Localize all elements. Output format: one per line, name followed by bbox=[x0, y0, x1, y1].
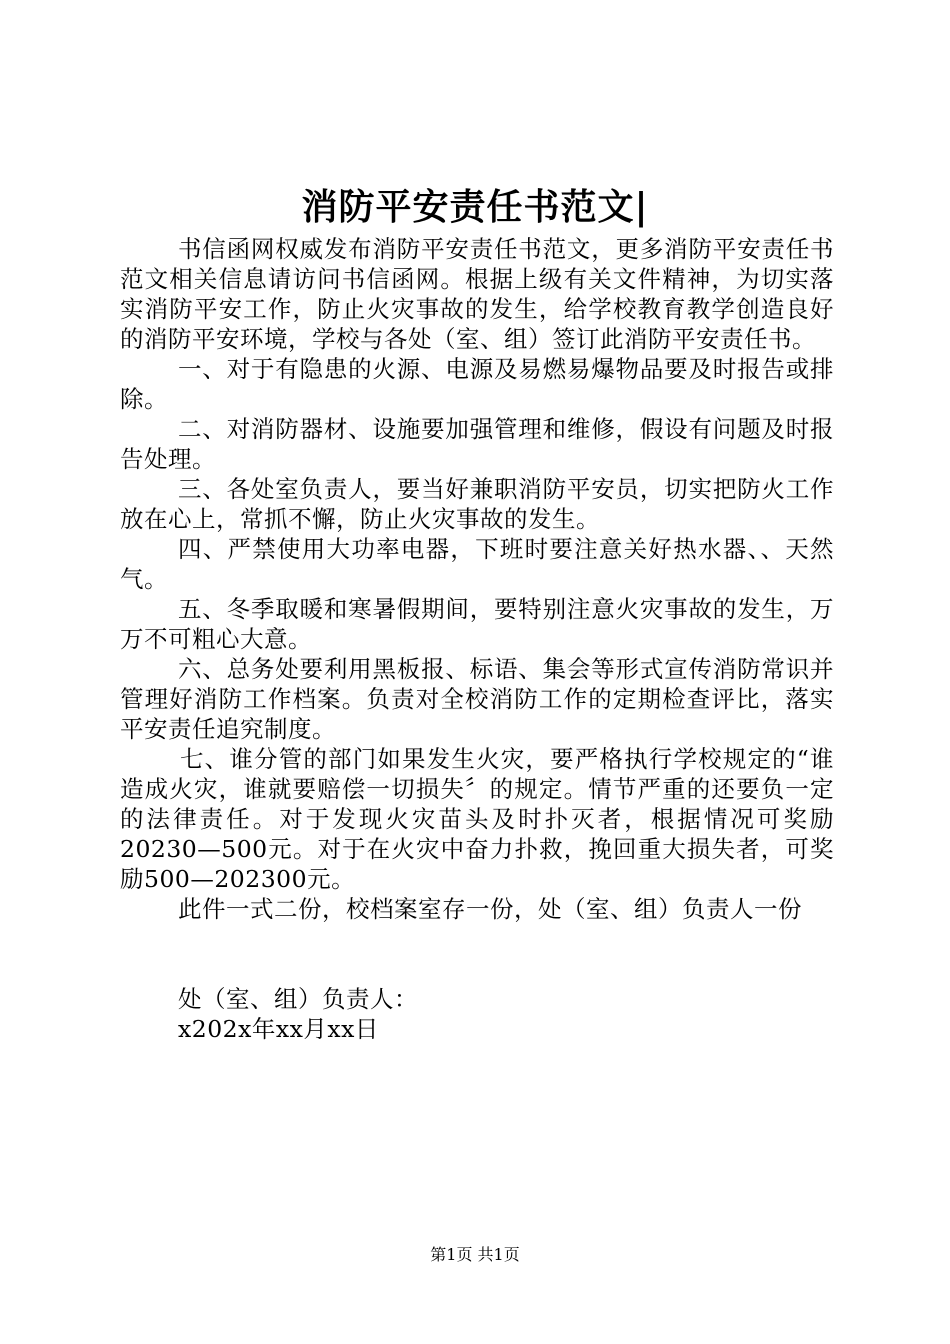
clause-7-paragraph: 七、谁分管的部门如果发生火灾，要严格执行学校规定的“谁造成火灾，谁就要赔偿一切损失〞的规定。情节严重的还要负一定的法律责任。对于发现火灾苗头及时扑灭者，根据情况可奖励20230—500元。对于在火灾中奋力扑救，挽回重大损失者，可奖励500—202300元。 bbox=[120, 745, 834, 893]
signature-spacer bbox=[120, 924, 834, 984]
page-footer: 第1页 共1页 bbox=[430, 1245, 520, 1264]
document-title: 消防平安责任书范文| bbox=[301, 186, 649, 228]
signature-date: x202x年xx月xx日 bbox=[178, 1015, 379, 1043]
clause-6-paragraph: 六、总务处要利用黑板报、标语、集会等形式宣传消防常识并管理好消防工作档案。负责对全校消防工作的定期检查评比，落实平安责任追究制度。 bbox=[120, 655, 834, 743]
copies-note-paragraph: 此件一式二份，校档案室存一份，处（室、组）负责人一份 bbox=[178, 895, 802, 923]
clause-2-paragraph: 二、对消防器材、设施要加强管理和维修，假设有问题及时报告处理。 bbox=[120, 415, 834, 473]
intro-paragraph: 书信函网权威发布消防平安责任书范文，更多消防平安责任书范文相关信息请访问书信函网。根据上级有关文件精神，为切实落实消防平安工作，防止火灾事故的发生，给学校教育教学创造良好的消防平安环境，学校与各处（室、组）签订此消防平安责任书。 bbox=[120, 235, 834, 353]
clause-1-paragraph: 一、对于有隐患的火源、电源及易燃易爆物品要及时报告或排除。 bbox=[120, 355, 834, 413]
clause-3-paragraph: 三、各处室负责人，要当好兼职消防平安员，切实把防火工作放在心上，常抓不懈，防止火灾事故的发生。 bbox=[120, 475, 834, 533]
document-body bbox=[120, 234, 834, 1044]
clause-5-paragraph: 五、冬季取暖和寒暑假期间，要特别注意火灾事故的发生，万万不可粗心大意。 bbox=[120, 595, 834, 653]
clause-4-paragraph: 四、严禁使用大功率电器，下班时要注意关好热水器、、天然气。 bbox=[120, 535, 834, 593]
responsible-person-label: 处（室、组）负责人： bbox=[178, 985, 418, 1013]
